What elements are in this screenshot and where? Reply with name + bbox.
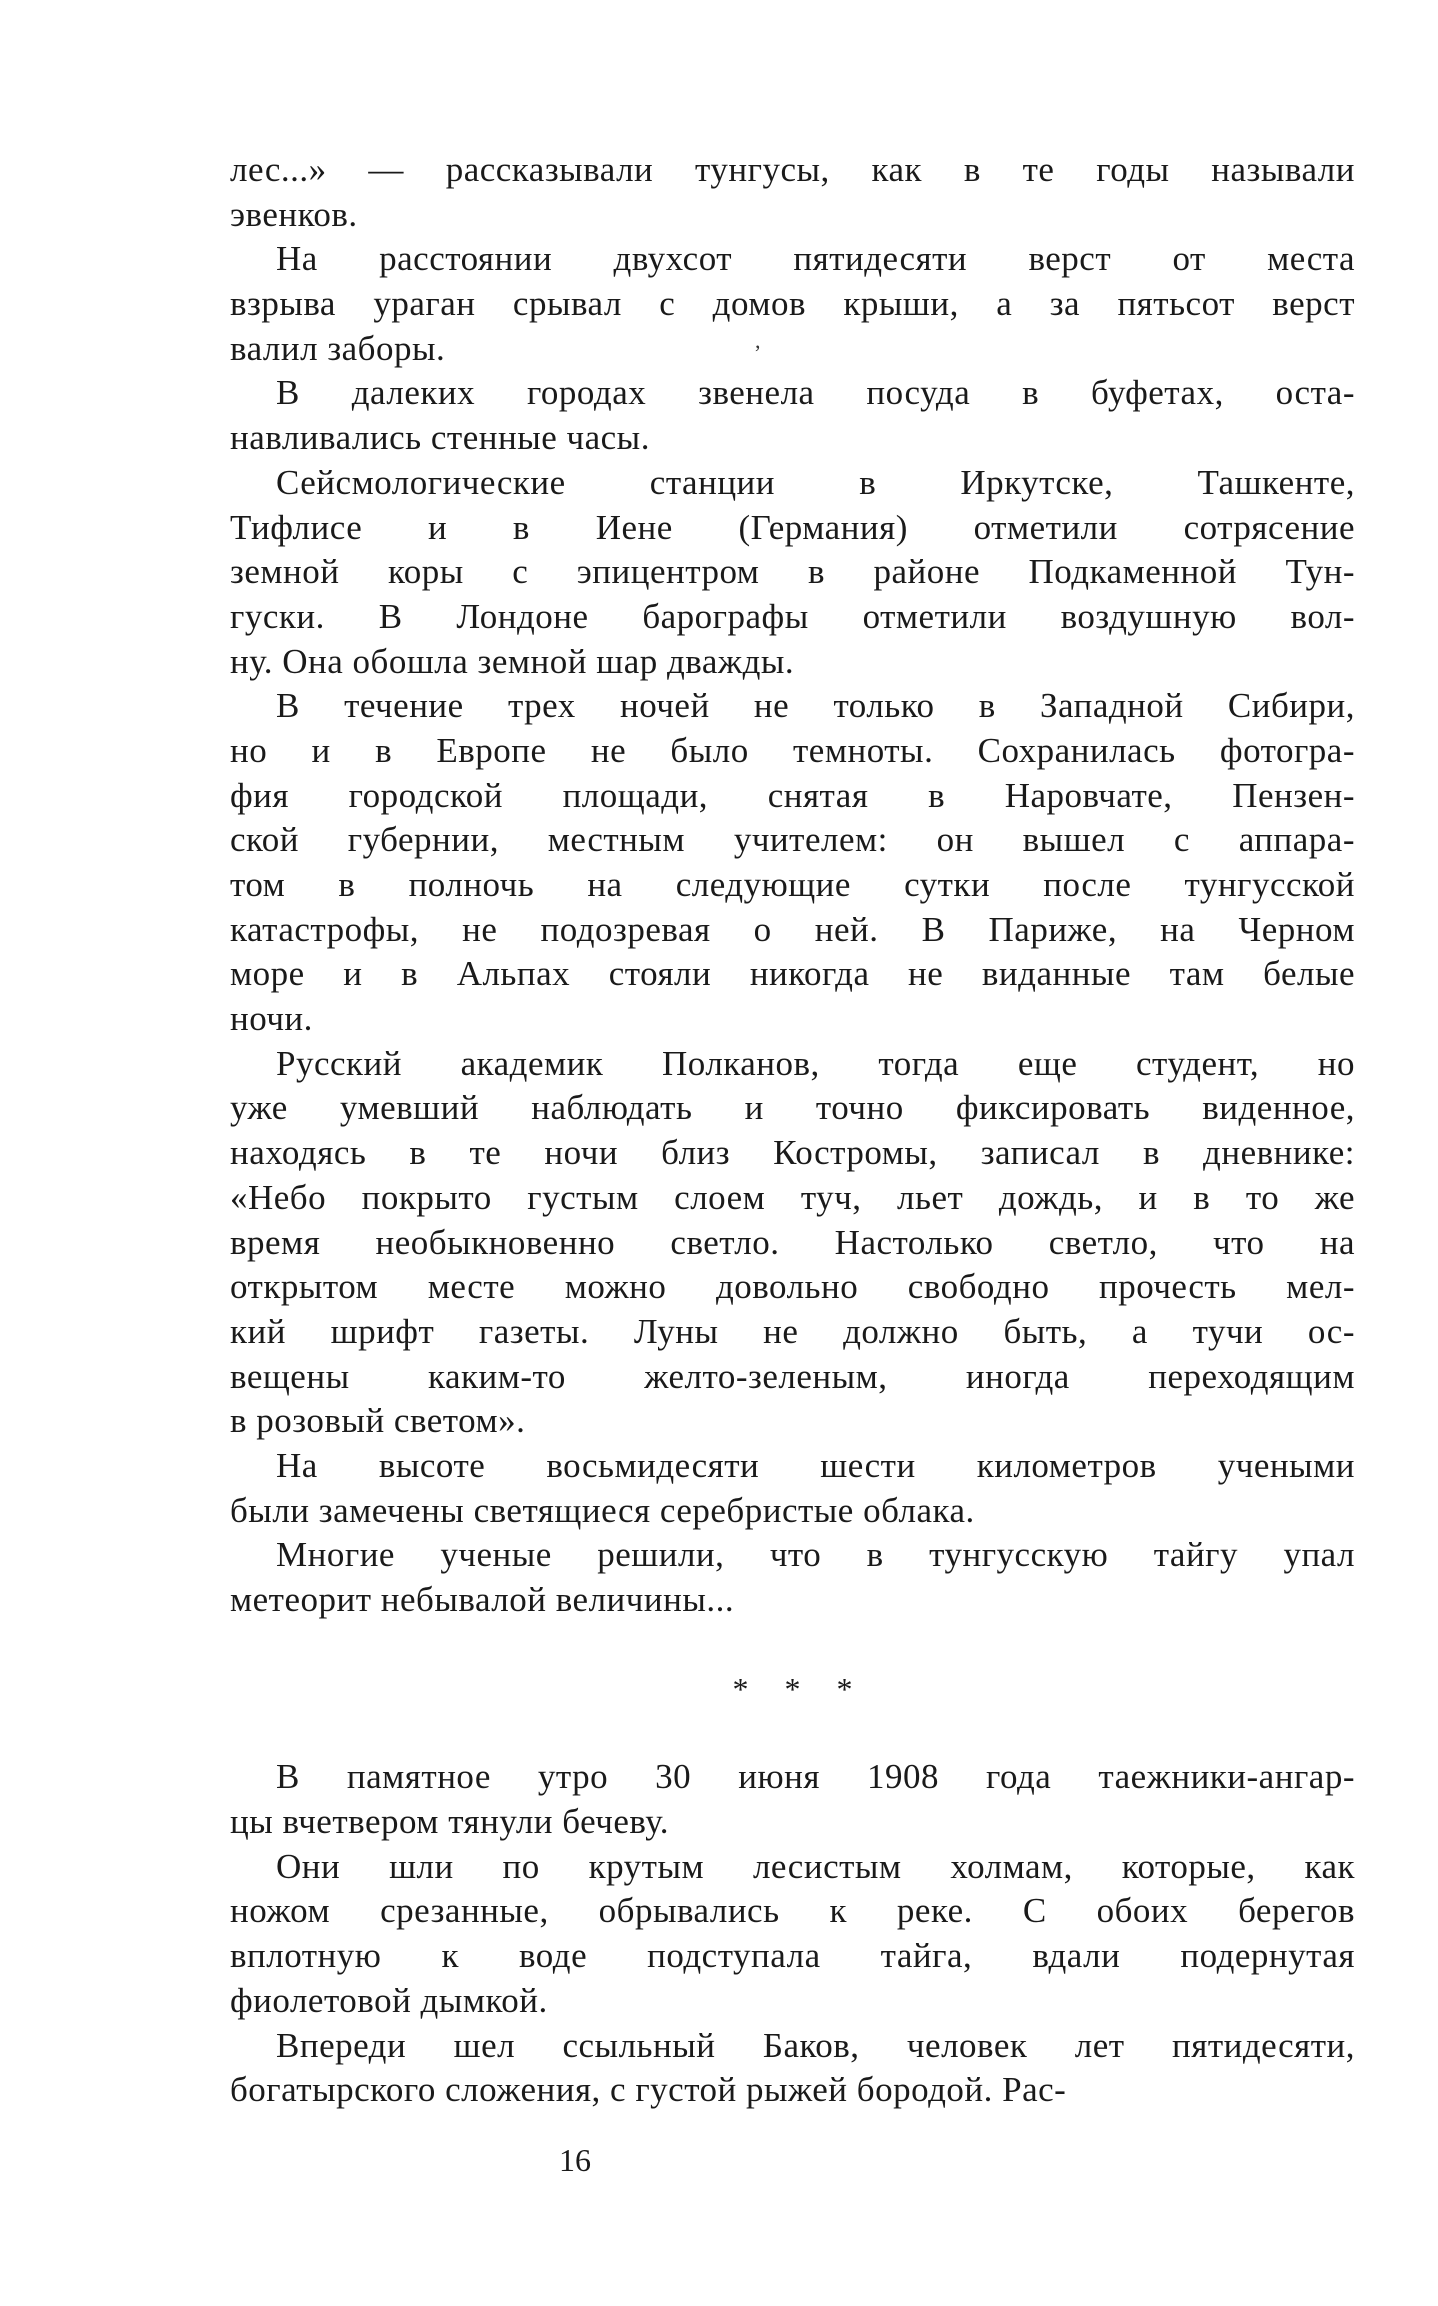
- text-line: На расстоянии двухсот пятидесяти верст от места: [276, 239, 1355, 279]
- text-line: были замечены светящиеся серебристые облака.: [230, 1490, 975, 1530]
- text-line: Они шли по крутым лесистым холмам, которые, как: [276, 1846, 1355, 1886]
- text-line: в розовый светом».: [230, 1401, 526, 1441]
- paragraph: [230, 1042, 1355, 1444]
- text-line: ночи.: [230, 999, 313, 1039]
- text-line: море и в Альпах стояли никогда не виданные там белые: [230, 954, 1355, 994]
- section-separator: * * *: [732, 1670, 867, 1707]
- text-line: уже умевший наблюдать и точно фиксировать виденное,: [230, 1088, 1355, 1128]
- text-line: земной коры с эпицентром в районе Подкаменной Тун-: [230, 552, 1355, 592]
- text-block-after-separator: [230, 1755, 1355, 2113]
- text-line: В памятное утро 30 июня 1908 года таежники-ангар-: [276, 1757, 1355, 1797]
- text-line: кий шрифт газеты. Луны не должно быть, а тучи ос-: [230, 1311, 1355, 1351]
- text-line: время необыкновенно светло. Настолько светло, что на: [230, 1222, 1355, 1262]
- text-line: гуски. В Лондоне барографы отметили воздушную вол-: [230, 596, 1355, 636]
- paragraph: [230, 461, 1355, 684]
- text-line: фия городской площади, снятая в Наровчате, Пензен-: [230, 775, 1355, 815]
- page-text-body: [230, 148, 1355, 2113]
- paragraph: [230, 1845, 1355, 2024]
- text-line: находясь в те ночи близ Костромы, записал в дневнике:: [230, 1133, 1355, 1173]
- text-line: Многие ученые решили, что в тунгусскую тайгу упал: [276, 1535, 1355, 1575]
- text-line: Впереди шел ссыльный Баков, человек лет пятидесяти,: [276, 2025, 1355, 2065]
- text-line: метеорит небывалой величины...: [230, 1580, 735, 1619]
- text-line: ну. Она обошла земной шар дважды.: [230, 641, 795, 681]
- text-line: цы вчетвером тянули бечеву.: [230, 1802, 670, 1842]
- text-line: ской губернии, местным учителем: он вышел с аппара-: [230, 820, 1355, 860]
- text-line: эвенков.: [230, 194, 358, 234]
- print-speck: ,: [755, 328, 761, 353]
- text-line: Тифлисе и в Иене (Германия) отметили сотрясение: [230, 507, 1355, 547]
- text-line: Русский академик Полканов, тогда еще студент, но: [276, 1043, 1355, 1083]
- text-line: фиолетовой дымкой.: [230, 1980, 548, 2020]
- text-line: ножом срезанные, обрывались к реке. С обоих берегов: [230, 1891, 1355, 1931]
- text-line: открытом месте можно довольно свободно прочесть мел-: [230, 1267, 1355, 1307]
- text-line: взрыва ураган срывал с домов крыши, а за пятьсот верст: [230, 284, 1355, 324]
- text-line: богатырского сложения, с густой рыжей бородой. Рас-: [230, 2070, 1067, 2110]
- text-line: валил заборы.: [230, 328, 446, 368]
- text-line: навливались стенные часы.: [230, 418, 650, 458]
- text-line: В течение трех ночей не только в Западной Сибири,: [276, 686, 1355, 726]
- text-block-before-separator: [230, 148, 1355, 1623]
- text-line: Сейсмологические станции в Иркутске, Ташкенте,: [276, 462, 1355, 502]
- paragraph: [230, 2024, 1355, 2113]
- paragraph: [230, 237, 1355, 371]
- text-line: вещены каким-то желто-зеленым, иногда переходящим: [230, 1356, 1355, 1396]
- paragraph: [230, 371, 1355, 460]
- text-line: На высоте восьмидесяти шести километров учеными: [276, 1445, 1355, 1485]
- text-line: В далеких городах звенела посуда в буфетах, оста-: [276, 373, 1355, 413]
- text-line: лес...» — рассказывали тунгусы, как в те годы называли: [230, 150, 1355, 189]
- page-number: 16: [559, 2142, 591, 2178]
- paragraph: [230, 1444, 1355, 1533]
- paragraph: [230, 148, 1355, 237]
- paragraph: [230, 1755, 1355, 1844]
- text-line: вплотную к воде подступала тайга, вдали подернутая: [230, 1936, 1355, 1976]
- text-line: том в полночь на следующие сутки после тунгусской: [230, 865, 1355, 904]
- paragraph: [230, 684, 1355, 1042]
- text-line: катастрофы, не подозревая о ней. В Париже, на Черном: [230, 909, 1355, 949]
- text-line: «Небо покрыто густым слоем туч, льет дождь, и в то же: [230, 1177, 1355, 1217]
- text-line: но и в Европе не было темноты. Сохранилась фотогра-: [230, 730, 1355, 770]
- paragraph: [230, 1533, 1355, 1622]
